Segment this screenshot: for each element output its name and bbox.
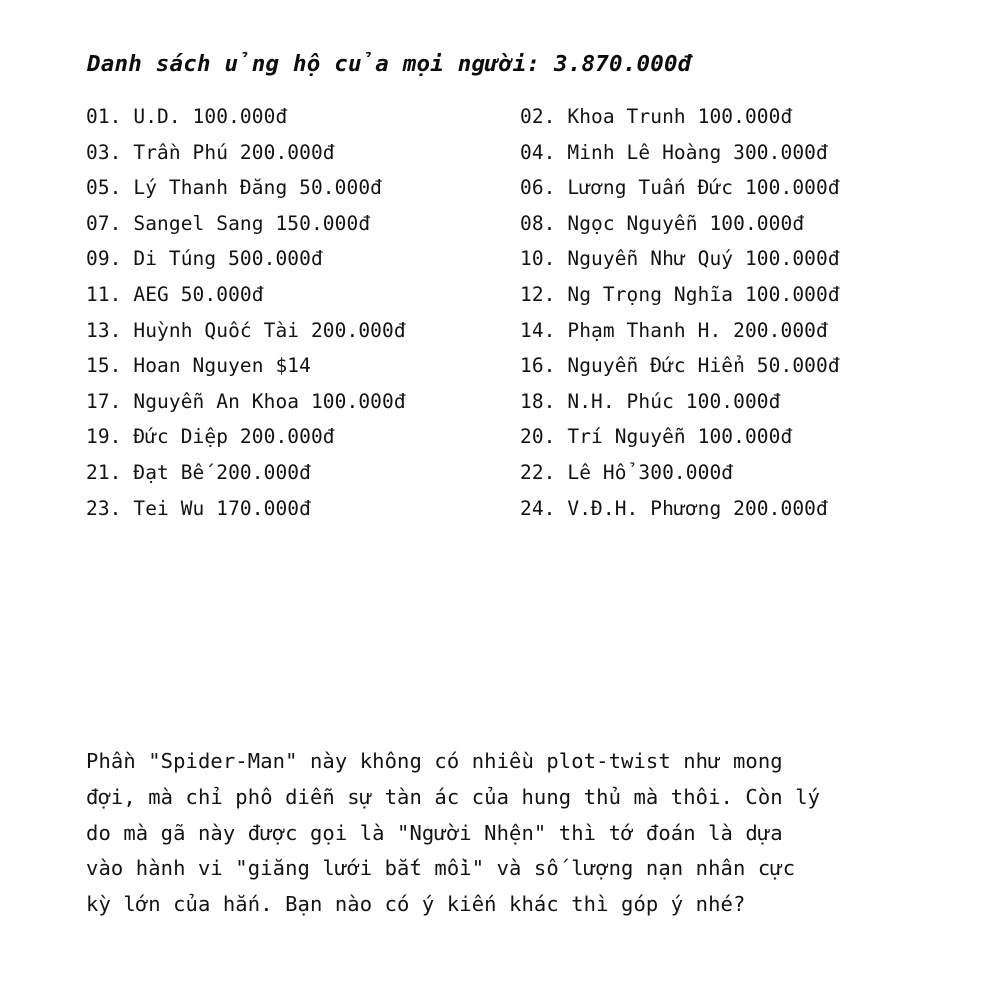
table-row [0,353,1000,389]
table-row [0,496,1000,532]
list-item: 18. N.H. Phúc 100.000đ [520,389,781,413]
list-item: 24. V.Đ.H. Phương 200.000đ [520,496,828,520]
list-item: 16. Nguyễn Đức Hiển 50.000đ [520,354,840,378]
donor-list [0,104,1000,531]
list-item: 10. Nguyễn Như Quý 100.000đ [520,247,840,271]
paragraph-line: đợi, mà chỉ phô diễn sự tàn ác của hung thủ mà thôi. Còn lý [86,784,821,809]
list-item: 14. Phạm Thanh H. 200.000đ [520,318,828,342]
table-row [0,389,1000,425]
list-item: 15. Hoan Nguyen $14 [86,354,311,378]
list-item: 20. Trí Nguyễn 100.000đ [520,425,793,449]
table-row [0,318,1000,354]
list-item: 02. Khoa Trunh 100.000đ [520,105,793,128]
donation-list-title: Danh sách ủng hộ của mọi người: 3.870.000đ [87,51,692,77]
table-row [0,104,1000,140]
table-row [0,140,1000,176]
list-item: 11. AEG 50.000đ [86,282,264,306]
paragraph-line: do mà gã này được gọi là "Người Nhện" thì tớ đoán là dựa [86,820,783,845]
list-item: 23. Tei Wu 170.000đ [86,496,311,520]
table-row [0,424,1000,460]
list-item: 22. Lê Hổ 300.000đ [520,460,734,484]
list-item: 12. Ng Trọng Nghĩa 100.000đ [520,282,840,306]
paragraph-line: kỳ lớn của hắn. Bạn nào có ý kiến khác thì góp ý nhé? [86,892,746,917]
table-row [0,246,1000,282]
list-item: 13. Huỳnh Quốc Tài 200.000đ [86,318,406,342]
list-item: 03. Trần Phú 200.000đ [86,140,335,164]
paragraph-line: vào hành vi "giăng lưới bắt mồi" và số lượng nạn nhân cực [86,856,796,881]
list-item: 04. Minh Lê Hoàng 300.000đ [520,140,828,164]
list-item: 09. Di Túng 500.000đ [86,247,323,271]
table-row [0,460,1000,496]
table-row [0,175,1000,211]
list-item: 01. U.D. 100.000đ [86,105,288,128]
list-item: 07. Sangel Sang 150.000đ [86,211,371,235]
list-item: 05. Lý Thanh Đăng 50.000đ [86,176,382,200]
list-item: 06. Lương Tuấn Đức 100.000đ [520,176,840,200]
table-row [0,211,1000,247]
commentary-paragraph [86,744,932,923]
list-item: 17. Nguyễn An Khoa 100.000đ [86,389,406,413]
paragraph-line: Phần "Spider-Man" này không có nhiều plot-twist như mong [86,749,783,773]
table-row [0,282,1000,318]
list-item: 19. Đức Diệp 200.000đ [86,425,335,449]
list-item: 21. Đạt Bế 200.000đ [86,460,311,484]
list-item: 08. Ngọc Nguyễn 100.000đ [520,211,805,235]
